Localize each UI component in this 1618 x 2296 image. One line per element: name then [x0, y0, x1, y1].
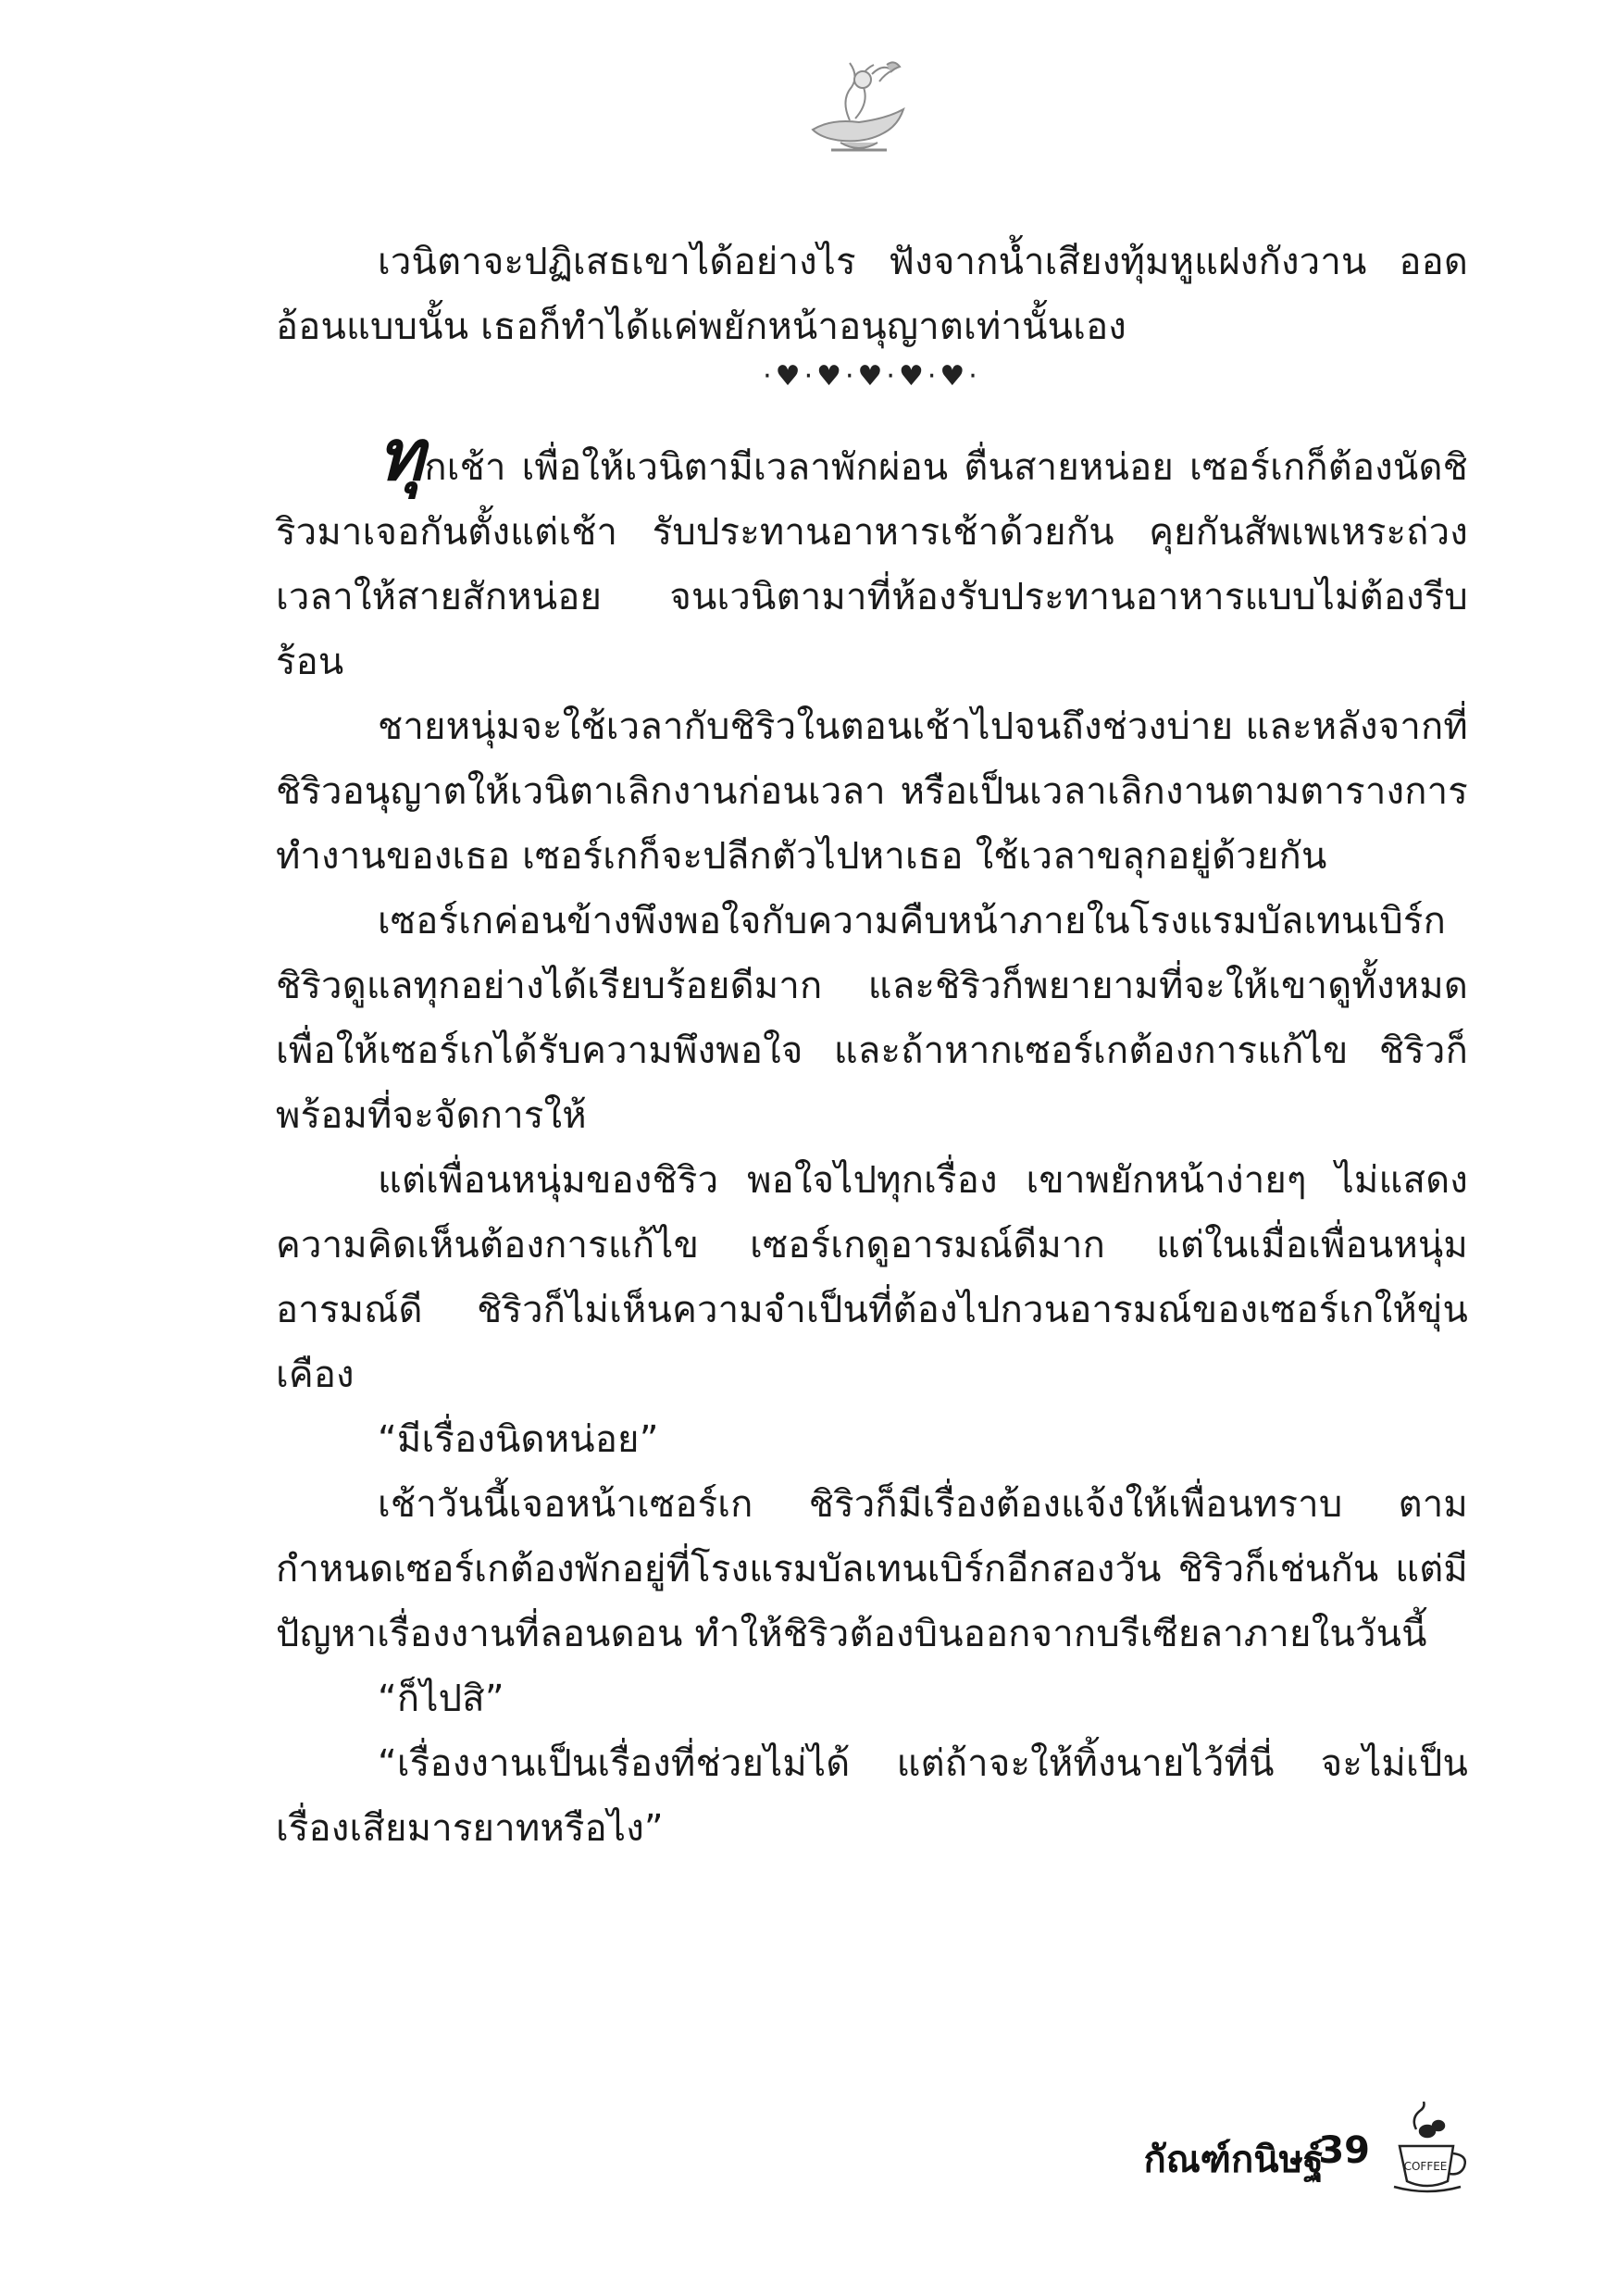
author-name: กัณฑ์กนิษฐ์: [1143, 2139, 1324, 2181]
dialogue-line: “เรื่องงานเป็นเรื่องที่ช่วยไม่ได้ แต่ถ้าจะให้ทิ้งนายไว้ที่นี่ จะไม่เป็นเรื่องเสียมารยาทหรือไง”: [276, 1742, 1468, 1850]
hearts-divider: ·♥·♥·♥·♥·♥·: [763, 360, 981, 393]
paragraph: เวนิตาจะปฏิเสธเขาได้อย่างไร ฟังจากน้ำเสียงทุ้มหูแฝงกังวาน ออดอ้อนแบบนั้น เธอก็ทำได้แค่พยักหน้าอนุญาตเท่านั้นเอง: [276, 241, 1468, 348]
dialogue-line: “ก็ไปสิ”: [378, 1678, 504, 1720]
paragraph: เซอร์เกค่อนข้างพึงพอใจกับความคืบหน้าภายในโรงแรมบัลเทนเบิร์ก ชิริวดูแลทุกอย่างได้เรียบร้อยดีมาก และชิริวก็พยายามที่จะให้เขาดูทั้งหมดเพื่อให้เซอร์เกได้รับความพึงพอใจ และถ้าหากเซอร์เกต้องการแก้ไข ชิริวก็พร้อมที่จะจัดการให้: [276, 900, 1468, 1137]
paragraph-text: กเช้า เพื่อให้เวนิตามีเวลาพักผ่อน ตื่นสายหน่อย เซอร์เกก็ต้องนัดชิริวมาเจอกันตั้งแต่เช้า รับประทานอาหารเช้าด้วยกัน คุยกันสัพเพเหระถ่วงเวลาให้สายสักหน่อย จนเวนิตามาที่ห้องรับประทานอาหารแบบไม่ต้องรีบร้อน: [276, 446, 1468, 683]
chapter-opening-paragraph: [276, 414, 1468, 694]
dialogue-line: “มีเรื่องนิดหน่อย”: [378, 1418, 659, 1461]
cup-label: COFFEE: [1403, 2160, 1448, 2173]
body-text: [276, 230, 1468, 1861]
coffee-cup-icon: [1388, 2102, 1472, 2194]
paragraph: ชายหนุ่มจะใช้เวลากับชิริวในตอนเช้าไปจนถึงช่วงบ่าย และหลังจากที่ชิริวอนุญาตให้เวนิตาเลิกงานก่อนเวลา หรือเป็นเวลาเลิกงานตามตารางการทำงานของเธอ เซอร์เกก็จะปลีกตัวไปหาเธอ ใช้เวลาขลุกอยู่ด้วยกัน: [276, 705, 1468, 878]
genie-lamp-icon: [794, 54, 924, 165]
page-footer: [1064, 2102, 1472, 2213]
paragraph: เช้าวันนี้เจอหน้าเซอร์เก ชิริวก็มีเรื่องต้องแจ้งให้เพื่อนทราบ ตามกำหนดเซอร์เกต้องพักอยู่ที่โรงแรมบัลเทนเบิร์กอีกสองวัน ชิริวก็เช่นกัน แต่มีปัญหาเรื่องงานที่ลอนดอน ทำให้ชิริวต้องบินออกจากบรีเซียลาภายในวันนี้: [276, 1483, 1468, 1655]
drop-cap: ทุ: [378, 414, 425, 496]
paragraph: แต่เพื่อนหนุ่มของชิริว พอใจไปทุกเรื่อง เขาพยักหน้าง่ายๆ ไม่แสดงความคิดเห็นต้องการแก้ไข เซอร์เกดูอารมณ์ดีมาก แต่ในเมื่อเพื่อนหนุ่มอารมณ์ดี ชิริวก็ไม่เห็นความจำเป็นที่ต้องไปกวนอารมณ์ของเซอร์เกให้ขุ่นเคือง: [276, 1159, 1468, 1396]
page-number: 39: [1318, 2129, 1370, 2172]
